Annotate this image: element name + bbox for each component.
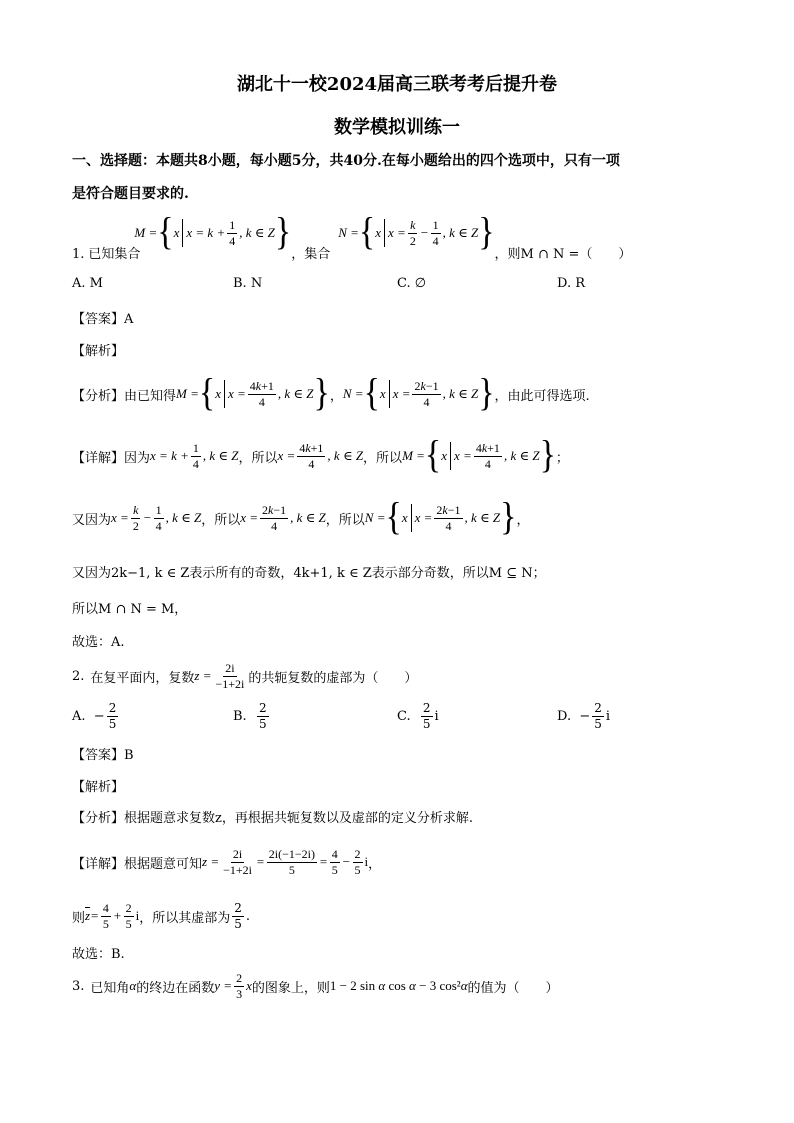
- q1-suffix: ，则M ∩ N =（ ）: [494, 247, 632, 262]
- q2-number: 2.: [72, 668, 85, 684]
- xiangjie-tag: 【详解】: [72, 856, 125, 872]
- q2-answer-value: B: [124, 748, 134, 763]
- q2-answer-line: [72, 744, 134, 763]
- q2-detail-line2: 则 $\overline{z}$ = $\frac{4}{5}$ + $\frac{2}{5}$ i ，所以其虚部为 $\frac{2}{5}$ .: [72, 900, 251, 931]
- question-1-stem: [72, 211, 632, 264]
- fenxi-tag: 【分析】: [72, 811, 125, 826]
- q1-detail-line3: 又因为2k−1, k ∈ Z表示所有的奇数，4k+1, k ∈ Z表示部分奇数，所以M ⊆ N；: [72, 566, 546, 581]
- page-title: 湖北十一校2024届高三联考考后提升卷: [236, 74, 558, 95]
- section-heading-line1: 一、选择题：本题共8小题，每小题5分，共40分.在每小题给出的四个选项中，只有一项: [72, 153, 620, 169]
- section-heading-line2: 是符合题目要求的.: [72, 186, 189, 202]
- answer-tag: 【答案】: [72, 748, 125, 763]
- q1-number: 1.: [72, 247, 85, 262]
- q2-option-d: D. − $\frac{2}{5}$ i: [557, 700, 611, 731]
- q1-option-b: B. N: [233, 276, 263, 291]
- q1-detail-line1: 【详解】 因为 x = k + $\frac{1}{4}$ , k ∈ Z ，所以 x = $\frac{4k+1}{4}$ , k ∈ Z ，所以 M = { x x = $\frac{4k+1}{4}$ , k ∈ Z } ；: [72, 434, 569, 477]
- q2-analysis-tag: 【解析】: [72, 780, 125, 795]
- q1-fenxi: 【分析】 由已知得 M = { x x = $\frac{4k+1}{4}$ , k ∈ Z } ， N = { x x = $\frac{2k-1}{4}$ , k ∈ Z } ，由此可得选项.: [72, 372, 590, 415]
- q1-prefix: 已知集合: [88, 247, 141, 262]
- q1-analysis-tag: 【解析】: [72, 344, 125, 359]
- q1-answer-line: [72, 308, 133, 327]
- q3-number: 3.: [72, 978, 85, 994]
- q2-choose: 故选：B.: [72, 947, 125, 962]
- q2-detail-line1: 【详解】 根据题意可知 z = $\frac{2i}{-1+2i}$ = $\frac{2i(-1-2i)}{5}$ = $\frac{4}{5}$ − $\frac{2}{5}$ i ，: [72, 846, 382, 877]
- answer-tag: 【答案】: [72, 312, 125, 327]
- q2-fenxi-text: 根据题意求复数z，再根据共轭复数以及虚部的定义分析求解.: [124, 811, 473, 826]
- xiangjie-tag: 【详解】: [72, 450, 125, 466]
- q1-choose: 故选：A.: [72, 635, 125, 650]
- q1-answer-value: A: [124, 312, 134, 327]
- q1-detail-line2: 又因为 x = $\frac{k}{2}$ − $\frac{1}{4}$ , k ∈ Z ，所以 x = $\frac{2k-1}{4}$ , k ∈ Z ，所以 N = { x x = $\frac{2k-1}{4}$ , k ∈ Z } ，: [72, 496, 530, 539]
- fenxi-tag: 【分析】: [72, 388, 125, 404]
- question-2-stem: 2. 在复平面内，复数 z = $\frac{2i}{-1+2i}$ 的共轭复数的虚部为（ ）: [72, 660, 418, 691]
- q2-option-c: C. $\frac{2}{5}$ i: [397, 700, 439, 731]
- q1-set-m: M = { x x = k + $\frac{1}{4}$ , k ∈ Z }: [134, 211, 292, 254]
- q2-option-a: A. − $\frac{2}{5}$: [72, 700, 117, 731]
- page-subtitle: 数学模拟训练一: [334, 117, 460, 138]
- q1-option-d: D. R: [557, 276, 586, 291]
- q1-detail-line4: 所以M ∩ N = M，: [72, 602, 188, 617]
- q1-option-c: C. ∅: [397, 276, 427, 291]
- q1-option-a: A. M: [72, 276, 103, 291]
- question-3-stem: 3. 已知角 α 的终边在函数 y = $\frac{2}{3}$ x 的图象上，则 1 − 2 sin α cos α − 3 cos²α 的值为（ ）: [72, 970, 559, 1001]
- q1-mid: ，集合: [291, 247, 331, 262]
- q2-option-b: B. $\frac{2}{5}$: [233, 700, 267, 731]
- q1-set-n: N = { x x = $\frac{k}{2}$ − $\frac{1}{4}$ , k ∈ Z }: [338, 211, 495, 254]
- q2-fenxi: [72, 807, 473, 826]
